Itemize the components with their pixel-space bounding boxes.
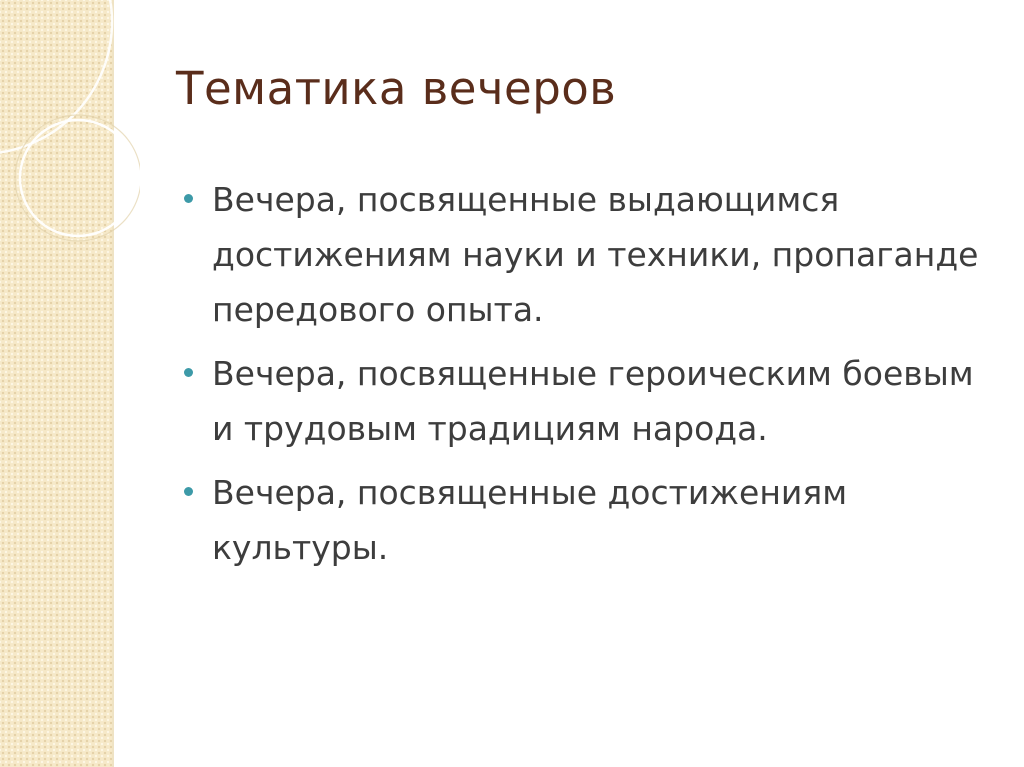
list-item: [182, 346, 982, 456]
bullet-list: [182, 172, 982, 584]
bullet-dot-icon: [184, 487, 193, 496]
slide-title: Тематика вечеров: [176, 62, 617, 115]
bullet-text: Вечера, посвященные выдающимся достижениям науки и техники, пропаганде передового опыта.: [212, 180, 979, 329]
bullet-text: Вечера, посвященные героическим боевым и трудовым традициям народа.: [212, 354, 974, 448]
decorative-rings: [0, 0, 140, 260]
list-item: [182, 172, 982, 337]
bullet-dot-icon: [184, 194, 193, 203]
bullet-text: Вечера, посвященные достижениям культуры.: [212, 473, 848, 567]
list-item: [182, 465, 982, 575]
bullet-dot-icon: [184, 368, 193, 377]
